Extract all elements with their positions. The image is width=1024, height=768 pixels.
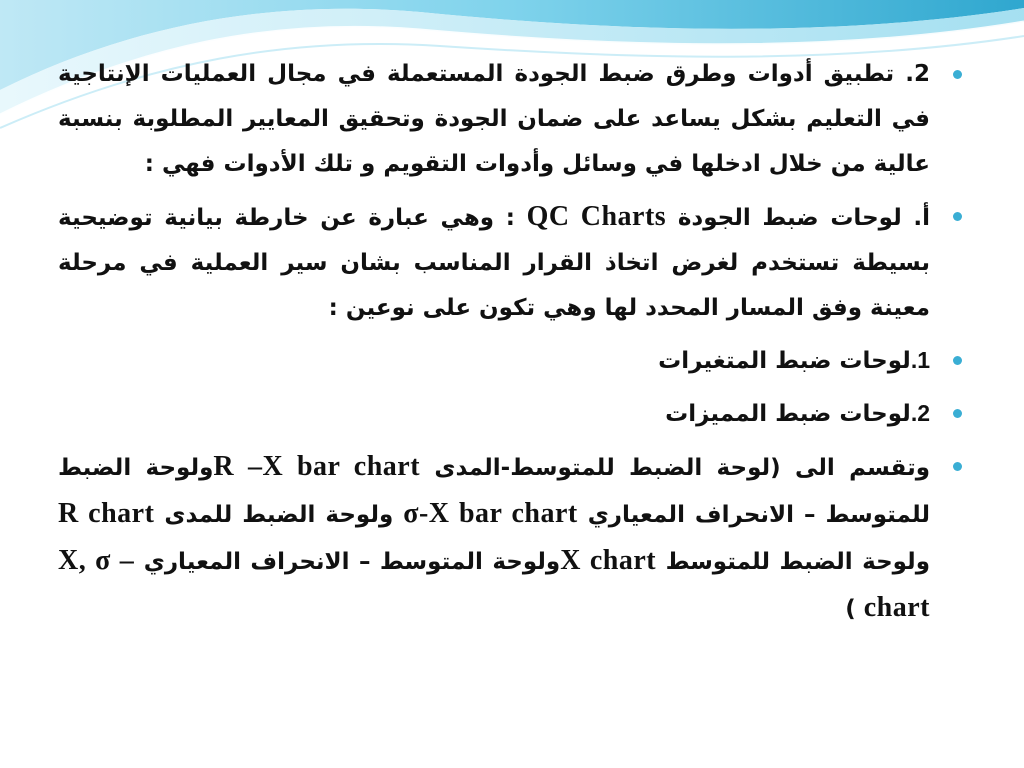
bullet-list: [58, 52, 970, 632]
bullet-item-attributes-charts: [58, 391, 970, 437]
bullet-text: لوحات ضبط المتغيرات: [658, 348, 911, 374]
bullet-part: ولوحة الضبط للمتوسط: [665, 549, 930, 575]
bullet-part: ولوحة الضبط للمتوسط – الانحراف المعياري: [58, 455, 931, 528]
bullet-item-apply-quality-tools: [58, 52, 970, 187]
bullet-dot-icon: [953, 356, 962, 365]
bullet-item-chart-types: [58, 444, 970, 632]
latin-term: R chart: [58, 498, 155, 529]
latin-term: QC Charts: [526, 201, 667, 232]
latin-term: X, σ – chart: [58, 545, 930, 623]
bullet-number: 2.: [910, 400, 930, 426]
bullet-number: 1.: [910, 347, 930, 373]
bullet-dot-icon: [953, 212, 962, 221]
bullet-part: وتقسم الى (لوحة الضبط للمتوسط-المدى: [434, 455, 930, 481]
latin-term: X chart: [560, 545, 657, 576]
bullet-dot-icon: [953, 409, 962, 418]
bullet-part: ولوحة الضبط للمدى: [164, 502, 394, 528]
bullet-dot-icon: [953, 70, 962, 79]
latin-term: σ-X bar chart: [403, 498, 578, 529]
bullet-dot-icon: [953, 462, 962, 471]
latin-term: R –X bar chart: [213, 451, 421, 482]
bullet-item-qc-charts: [58, 194, 970, 331]
bullet-prefix: أ. لوحات ضبط الجودة: [677, 205, 930, 231]
bullet-text: 2. تطبيق أدوات وطرق ضبط الجودة المستعملة في مجال العمليات الإنتاجية في التعليم بشكل يساعد على ضمان الجودة وتحقيق المعايير المطلوبة بنسبة عالية من خلال ادخلها في وسائل وأدوات التقويم و تلك الأدوات فهي :: [58, 61, 930, 177]
bullet-part: ): [845, 596, 856, 622]
bullet-part: ولوحة المتوسط – الانحراف المعياري: [143, 549, 561, 575]
bullet-item-variables-charts: [58, 338, 970, 384]
bullet-suffix: : وهي عبارة عن خارطة بيانية توضيحية بسيطة تستخدم لغرض اتخاذ القرار المناسب بشان سير العملية في مرحلة معينة وفق المسار المحدد لها وهي تكون على نوعين :: [58, 205, 930, 321]
slide-body: [58, 52, 970, 639]
bullet-text: لوحات ضبط المميزات: [665, 401, 911, 427]
